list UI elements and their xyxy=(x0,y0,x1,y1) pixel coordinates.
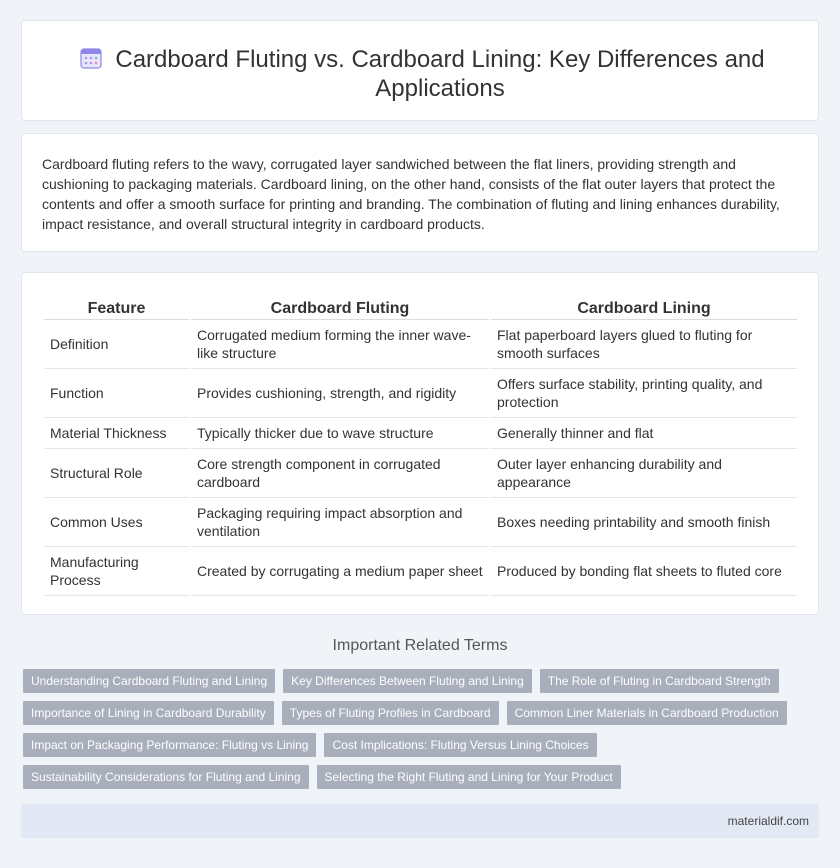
intro-paragraph: Cardboard fluting refers to the wavy, corrugated layer sandwiched between the flat liners, providing strength and cushioning to packaging materials. Cardboard lining, on the other hand, consists of the flat outer layers that protect the contents and offer a smooth surface for printing and branding. The combination of fluting and lining enhances durability, impact resistance, and overall structural integrity in cardboard products. xyxy=(42,156,780,232)
footer-site[interactable]: materialdif.com xyxy=(727,814,809,828)
table-row xyxy=(44,369,797,418)
related-terms-heading: Important Related Terms xyxy=(332,637,508,654)
table-row xyxy=(44,449,797,498)
table-cell: Function xyxy=(44,369,189,418)
table-cell: Core strength component in corrugated cardboard xyxy=(191,449,489,498)
table-row xyxy=(44,418,797,449)
table-row xyxy=(44,320,797,369)
table-header-row xyxy=(44,294,797,320)
tag-link[interactable]: Types of Fluting Profiles in Cardboard xyxy=(282,701,499,725)
table-cell: Material Thickness xyxy=(44,418,189,449)
table-cell: Generally thinner and flat xyxy=(491,418,797,449)
comparison-table xyxy=(42,294,799,596)
comparison-card xyxy=(21,272,819,615)
table-cell: Structural Role xyxy=(44,449,189,498)
table-cell: Outer layer enhancing durability and appearance xyxy=(491,449,797,498)
table-row xyxy=(44,498,797,547)
table-cell: Offers surface stability, printing quality, and protection xyxy=(491,369,797,418)
tag-link[interactable]: Sustainability Considerations for Fluting and Lining xyxy=(23,765,309,789)
tag-link[interactable]: Importance of Lining in Cardboard Durability xyxy=(23,701,274,725)
table-cell: Definition xyxy=(44,320,189,369)
header-fluting: Cardboard Fluting xyxy=(191,294,489,320)
table-cell: Provides cushioning, strength, and rigidity xyxy=(191,369,489,418)
table-cell: Common Uses xyxy=(44,498,189,547)
tag-link[interactable]: Common Liner Materials in Cardboard Production xyxy=(507,701,787,725)
tag-link[interactable]: The Role of Fluting in Cardboard Strength xyxy=(540,669,779,693)
footer xyxy=(21,804,819,838)
table-cell: Corrugated medium forming the inner wave-like structure xyxy=(191,320,489,369)
tag-link[interactable]: Cost Implications: Fluting Versus Lining Choices xyxy=(324,733,596,757)
header-lining: Cardboard Lining xyxy=(491,294,797,320)
table-cell: Manufacturing Process xyxy=(44,547,189,596)
page-title: Cardboard Fluting vs. Cardboard Lining: Key Differences and Applications xyxy=(115,46,765,102)
tag-link[interactable]: Selecting the Right Fluting and Lining for Your Product xyxy=(317,765,621,789)
intro-card xyxy=(21,133,819,252)
tag-link[interactable]: Understanding Cardboard Fluting and Lining xyxy=(23,669,275,693)
tag-link[interactable]: Key Differences Between Fluting and Lining xyxy=(283,669,532,693)
table-row xyxy=(44,547,797,596)
table-cell: Produced by bonding flat sheets to fluted core xyxy=(491,547,797,596)
header-feature: Feature xyxy=(44,294,189,320)
table-cell: Boxes needing printability and smooth finish xyxy=(491,498,797,547)
table-cell: Packaging requiring impact absorption and ventilation xyxy=(191,498,489,547)
tag-link[interactable]: Impact on Packaging Performance: Fluting vs Lining xyxy=(23,733,316,757)
table-cell: Typically thicker due to wave structure xyxy=(191,418,489,449)
table-cell: Created by corrugating a medium paper sheet xyxy=(191,547,489,596)
title-card xyxy=(21,20,819,121)
related-tags xyxy=(23,669,823,797)
table-cell: Flat paperboard layers glued to fluting for smooth surfaces xyxy=(491,320,797,369)
